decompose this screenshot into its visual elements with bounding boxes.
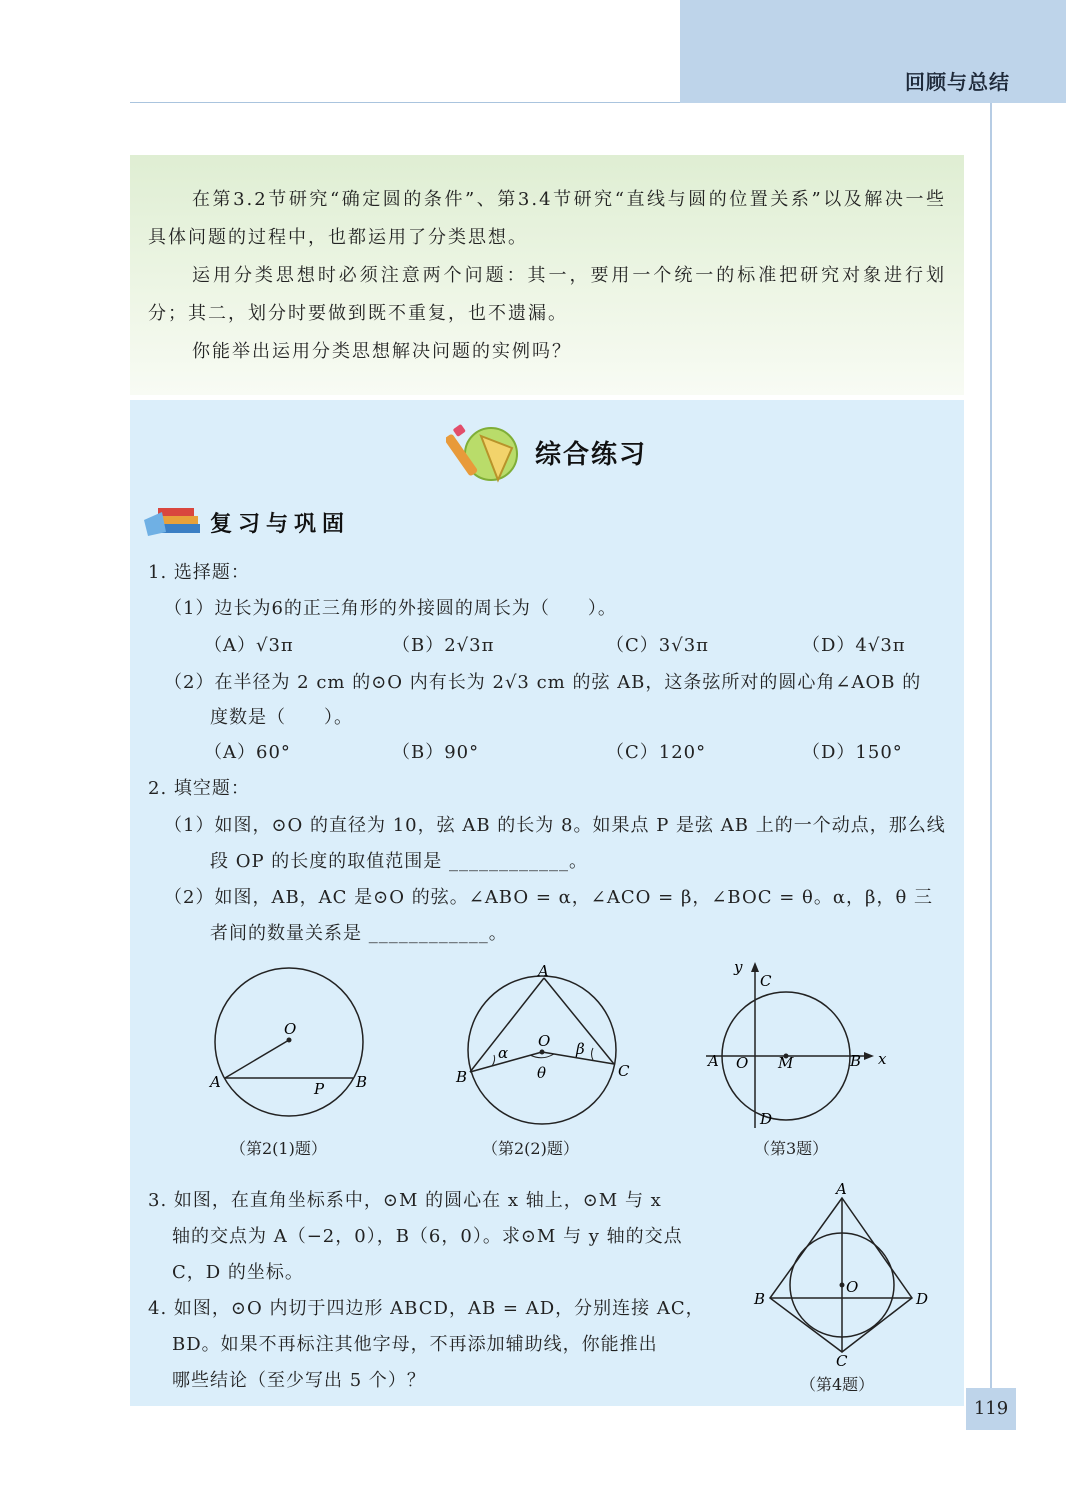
header-rule bbox=[130, 102, 680, 103]
fig3-label-c: C bbox=[760, 972, 772, 990]
fig4-label-c: C bbox=[836, 1352, 848, 1366]
fig3-y-arrow bbox=[751, 962, 759, 972]
fig2-label-o: O bbox=[538, 1032, 551, 1050]
fig4-label-d: D bbox=[916, 1290, 929, 1308]
q4-line-2: BD。如果不再标注其他字母，不再添加辅助线，你能推出 bbox=[172, 1334, 658, 1355]
fig2-angle-beta-arc bbox=[592, 1048, 594, 1060]
q2-part1-b: 段 OP 的长度的取值范围是 ____________。 bbox=[210, 851, 589, 872]
note-box bbox=[130, 155, 964, 395]
fig3-label-x: x bbox=[878, 1050, 887, 1068]
fig2-label-beta: β bbox=[576, 1040, 585, 1058]
note-paragraph-1: 在第3.2节研究“确定圆的条件”、第3.4节研究“直线与圆的位置关系”以及解决一些具体问题的过程中，也都运用了分类思想。 bbox=[148, 189, 946, 248]
q1-part1-stem: （1）边长为6的正三角形的外接圆的周长为（ ）。 bbox=[164, 598, 617, 619]
q1-part1-option-a: （A）√3π bbox=[204, 635, 294, 656]
fig2-label-c: C bbox=[618, 1062, 630, 1080]
q1-part2-option-a: （A）60° bbox=[204, 742, 291, 763]
q4-line-3: 哪些结论（至少写出 5 个）？ bbox=[172, 1370, 426, 1391]
header-title: 回顾与总结 bbox=[905, 70, 1010, 94]
fig4-caption: （第4题） bbox=[800, 1375, 875, 1394]
q1-part2-stem-a: （2）在半径为 2 cm 的⊙O 内有长为 2√3 cm 的弦 AB，这条弦所对的圆心角∠AOB 的 bbox=[164, 672, 922, 693]
fig2-center-point bbox=[540, 1050, 545, 1055]
fig1-label-b: B bbox=[356, 1073, 368, 1091]
q1-part1-option-d: （D）4√3π bbox=[802, 635, 906, 656]
fig1-center-point bbox=[287, 1038, 292, 1043]
fig3-caption: （第3题） bbox=[754, 1139, 829, 1158]
fig1-label-o: O bbox=[284, 1020, 297, 1038]
section-title: 复习与巩固 bbox=[210, 512, 351, 537]
q1-part1-option-c: （C）3√3π bbox=[606, 635, 709, 656]
fig3-label-y: y bbox=[734, 958, 743, 976]
page-number: 119 bbox=[973, 1398, 1009, 1419]
q4-line-1: 4. 如图，⊙O 内切于四边形 ABCD，AB = AD，分别连接 AC， bbox=[148, 1298, 705, 1319]
fig1-label-p: P bbox=[314, 1080, 325, 1098]
q1-part2-stem-b: 度数是（ ）。 bbox=[210, 707, 353, 728]
exercise-icon bbox=[446, 418, 524, 488]
q2-part2-a: （2）如图，AB，AC 是⊙O 的弦。∠ABO = α，∠ACO = β，∠BOC = θ。α，β，θ 三 bbox=[164, 887, 934, 908]
fig3-x-arrow bbox=[864, 1052, 874, 1060]
q1-part1-option-b: （B）2√3π bbox=[392, 635, 495, 656]
note-paragraph-2: 运用分类思想时必须注意两个问题：其一，要用一个统一的标准把研究对象进行划分；其二，划分时要做到既不重复，也不遗漏。 bbox=[148, 265, 946, 324]
fig3-label-o: O bbox=[736, 1054, 749, 1072]
fig2-label-a: A bbox=[538, 962, 549, 980]
fig2-label-alpha: α bbox=[498, 1044, 509, 1062]
fig4-label-a: A bbox=[836, 1180, 847, 1198]
fig4-label-o: O bbox=[846, 1278, 859, 1296]
note-paragraph-3: 你能举出运用分类思想解决问题的实例吗？ bbox=[192, 341, 572, 362]
fig2-label-theta: θ bbox=[537, 1064, 547, 1082]
figure-4 bbox=[748, 1180, 944, 1366]
figure-3 bbox=[700, 956, 900, 1136]
fig4-label-b: B bbox=[754, 1290, 766, 1308]
fig3-label-b: B bbox=[850, 1052, 862, 1070]
fig2-caption: （第2(2)题） bbox=[482, 1139, 579, 1158]
figure-2-1 bbox=[200, 964, 380, 1124]
fig1-segment-oa bbox=[225, 1040, 289, 1078]
fig1-label-a: A bbox=[210, 1073, 221, 1091]
q1-part2-option-b: （B）90° bbox=[392, 742, 480, 763]
fig2-label-b: B bbox=[456, 1068, 468, 1086]
q3-line-3: C，D 的坐标。 bbox=[172, 1262, 304, 1283]
q1-part2-option-d: （D）150° bbox=[802, 742, 903, 763]
fig3-label-a: A bbox=[708, 1052, 719, 1070]
fig2-angle-alpha-arc bbox=[492, 1055, 495, 1066]
figure-2-2 bbox=[448, 962, 648, 1126]
exercise-box bbox=[130, 400, 964, 1406]
exercise-title: 综合练习 bbox=[535, 440, 648, 470]
q2-part2-b: 者间的数量关系是 ____________。 bbox=[210, 923, 508, 944]
q2-head: 2. 填空题： bbox=[148, 778, 250, 799]
fig4-center-point bbox=[840, 1283, 845, 1288]
q1-head: 1. 选择题： bbox=[148, 562, 250, 583]
q3-line-2: 轴的交点为 A（−2，0），B（6，0）。求⊙M 与 y 轴的交点 bbox=[172, 1226, 683, 1247]
q2-part1-a: （1）如图，⊙O 的直径为 10，弦 AB 的长为 8。如果点 P 是弦 AB 上的一个动点，那么线 bbox=[164, 815, 946, 836]
margin-rule bbox=[990, 103, 992, 1393]
q1-part2-option-c: （C）120° bbox=[606, 742, 707, 763]
fig1-caption: （第2(1)题） bbox=[230, 1139, 327, 1158]
books-icon bbox=[144, 502, 206, 538]
fig3-label-d: D bbox=[760, 1110, 773, 1128]
q3-line-1: 3. 如图，在直角坐标系中，⊙M 的圆心在 x 轴上，⊙M 与 x bbox=[148, 1190, 662, 1211]
fig3-label-m: M bbox=[778, 1054, 794, 1072]
